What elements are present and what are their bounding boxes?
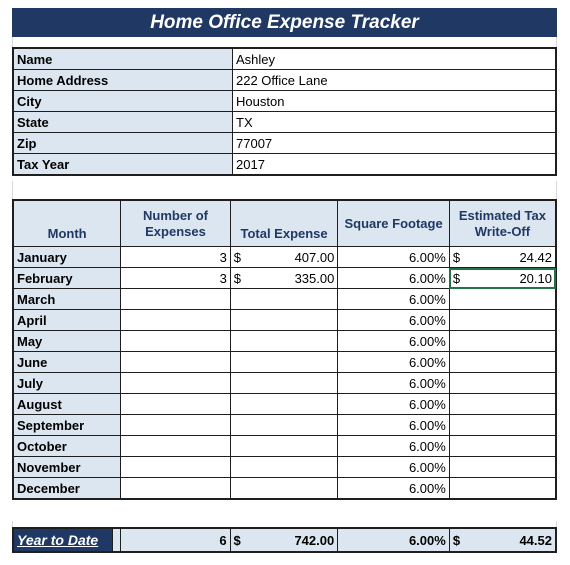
- square-footage-cell[interactable]: 6.00%: [338, 457, 449, 478]
- square-footage-cell[interactable]: 6.00%: [338, 268, 449, 289]
- spacer-row: [12, 181, 557, 199]
- month-cell[interactable]: October: [13, 436, 121, 457]
- write-off-cell[interactable]: [449, 352, 556, 373]
- ytd-count[interactable]: 6: [121, 528, 230, 552]
- month-row: [13, 373, 556, 394]
- write-off-cell[interactable]: [449, 268, 556, 289]
- expense-count-cell[interactable]: [121, 415, 231, 436]
- month-row: [13, 352, 556, 373]
- spacer-row: [12, 37, 557, 47]
- info-value[interactable]: TX: [233, 112, 557, 133]
- expense-table: [12, 199, 557, 500]
- square-footage-cell[interactable]: 6.00%: [338, 352, 449, 373]
- expense-count-cell[interactable]: [121, 310, 231, 331]
- expense-count-cell[interactable]: [121, 289, 231, 310]
- total-expense-value: 407.00: [294, 249, 335, 265]
- header-total-expense[interactable]: Total Expense: [230, 200, 338, 247]
- currency-symbol: $: [452, 249, 461, 265]
- month-cell[interactable]: November: [13, 457, 121, 478]
- info-value[interactable]: Ashley: [233, 48, 557, 70]
- month-row: [13, 289, 556, 310]
- month-row: [13, 310, 556, 331]
- write-off-value: 20.10: [519, 270, 552, 286]
- total-expense-cell[interactable]: [230, 415, 338, 436]
- total-expense-cell[interactable]: [230, 373, 338, 394]
- info-value[interactable]: 222 Office Lane: [233, 70, 557, 91]
- expense-count-cell[interactable]: [121, 331, 231, 352]
- write-off-cell[interactable]: [449, 331, 556, 352]
- total-expense-cell[interactable]: [230, 289, 338, 310]
- total-expense-cell[interactable]: [230, 436, 338, 457]
- expense-count-cell[interactable]: [121, 457, 231, 478]
- info-row: [13, 48, 556, 70]
- currency-symbol: $: [233, 249, 242, 265]
- month-cell[interactable]: January: [13, 247, 121, 268]
- info-row: [13, 133, 556, 154]
- month-row: [13, 268, 556, 289]
- total-expense-cell[interactable]: [230, 457, 338, 478]
- ytd-square-footage[interactable]: 6.00%: [338, 528, 450, 552]
- expense-count-cell[interactable]: [121, 373, 231, 394]
- ytd-total[interactable]: [230, 528, 338, 552]
- write-off-cell[interactable]: [449, 310, 556, 331]
- info-row: [13, 154, 556, 176]
- total-expense-cell[interactable]: [230, 394, 338, 415]
- expense-count-cell[interactable]: 3: [121, 247, 231, 268]
- month-row: [13, 478, 556, 500]
- month-cell[interactable]: December: [13, 478, 121, 500]
- info-row: [13, 91, 556, 112]
- write-off-cell[interactable]: [449, 247, 556, 268]
- total-expense-cell[interactable]: [230, 331, 338, 352]
- currency-symbol: $: [233, 270, 242, 286]
- month-row: [13, 331, 556, 352]
- month-row: [13, 457, 556, 478]
- month-cell[interactable]: September: [13, 415, 121, 436]
- write-off-cell[interactable]: [449, 436, 556, 457]
- ytd-label[interactable]: Year to Date: [13, 528, 113, 552]
- month-cell[interactable]: August: [13, 394, 121, 415]
- info-label[interactable]: City: [13, 91, 233, 112]
- square-footage-cell[interactable]: 6.00%: [338, 373, 449, 394]
- total-expense-cell[interactable]: [230, 310, 338, 331]
- header-number-of-expenses[interactable]: Number of Expenses: [121, 200, 231, 247]
- square-footage-cell[interactable]: 6.00%: [338, 247, 449, 268]
- year-to-date-row: [12, 527, 557, 553]
- ytd-write-off-value: 44.52: [519, 532, 552, 548]
- month-row: [13, 415, 556, 436]
- expense-count-cell[interactable]: [121, 394, 231, 415]
- expense-count-cell[interactable]: [121, 436, 231, 457]
- month-row: [13, 247, 556, 268]
- total-expense-value: 335.00: [294, 270, 335, 286]
- month-cell[interactable]: July: [13, 373, 121, 394]
- ytd-spacer-cell: [113, 528, 121, 552]
- write-off-cell[interactable]: [449, 415, 556, 436]
- currency-symbol: $: [452, 532, 461, 548]
- write-off-cell[interactable]: [449, 394, 556, 415]
- square-footage-cell[interactable]: 6.00%: [338, 415, 449, 436]
- month-cell[interactable]: May: [13, 331, 121, 352]
- total-expense-cell[interactable]: [230, 478, 338, 500]
- total-expense-cell[interactable]: [230, 268, 338, 289]
- info-value[interactable]: 2017: [233, 154, 557, 176]
- info-label[interactable]: Home Address: [13, 70, 233, 91]
- info-label[interactable]: State: [13, 112, 233, 133]
- month-row: [13, 436, 556, 457]
- square-footage-cell[interactable]: 6.00%: [338, 310, 449, 331]
- expense-count-cell[interactable]: 3: [121, 268, 231, 289]
- month-cell[interactable]: April: [13, 310, 121, 331]
- month-row: [13, 394, 556, 415]
- expense-count-cell[interactable]: [121, 352, 231, 373]
- currency-symbol: $: [233, 532, 241, 548]
- write-off-value: 24.42: [519, 249, 552, 265]
- square-footage-cell[interactable]: 6.00%: [338, 478, 449, 500]
- total-expense-cell[interactable]: [230, 247, 338, 268]
- header-square-footage[interactable]: Square Footage: [338, 200, 449, 247]
- currency-symbol: $: [452, 270, 461, 286]
- info-label[interactable]: Tax Year: [13, 154, 233, 176]
- expense-count-cell[interactable]: [121, 478, 231, 500]
- info-value[interactable]: 77007: [233, 133, 557, 154]
- ytd-total-value: 742.00: [294, 532, 335, 548]
- month-cell[interactable]: March: [13, 289, 121, 310]
- info-table: [12, 47, 557, 176]
- square-footage-cell[interactable]: 6.00%: [338, 394, 449, 415]
- sheet-title: Home Office Expense Tracker: [12, 8, 557, 37]
- total-expense-cell[interactable]: [230, 352, 338, 373]
- info-label[interactable]: Zip: [13, 133, 233, 154]
- ytd-write-off[interactable]: [449, 528, 556, 552]
- write-off-cell[interactable]: [449, 478, 556, 500]
- write-off-cell[interactable]: [449, 457, 556, 478]
- info-row: [13, 70, 556, 91]
- write-off-cell[interactable]: [449, 373, 556, 394]
- square-footage-cell[interactable]: 6.00%: [338, 436, 449, 457]
- month-cell[interactable]: February: [13, 268, 121, 289]
- info-value[interactable]: Houston: [233, 91, 557, 112]
- info-row: [13, 112, 556, 133]
- square-footage-cell[interactable]: 6.00%: [338, 331, 449, 352]
- month-cell[interactable]: June: [13, 352, 121, 373]
- square-footage-cell[interactable]: 6.00%: [338, 289, 449, 310]
- header-month[interactable]: Month: [13, 200, 121, 247]
- header-estimated-write-off[interactable]: Estimated Tax Write-Off: [449, 200, 556, 247]
- write-off-cell[interactable]: [449, 289, 556, 310]
- info-label[interactable]: Name: [13, 48, 233, 70]
